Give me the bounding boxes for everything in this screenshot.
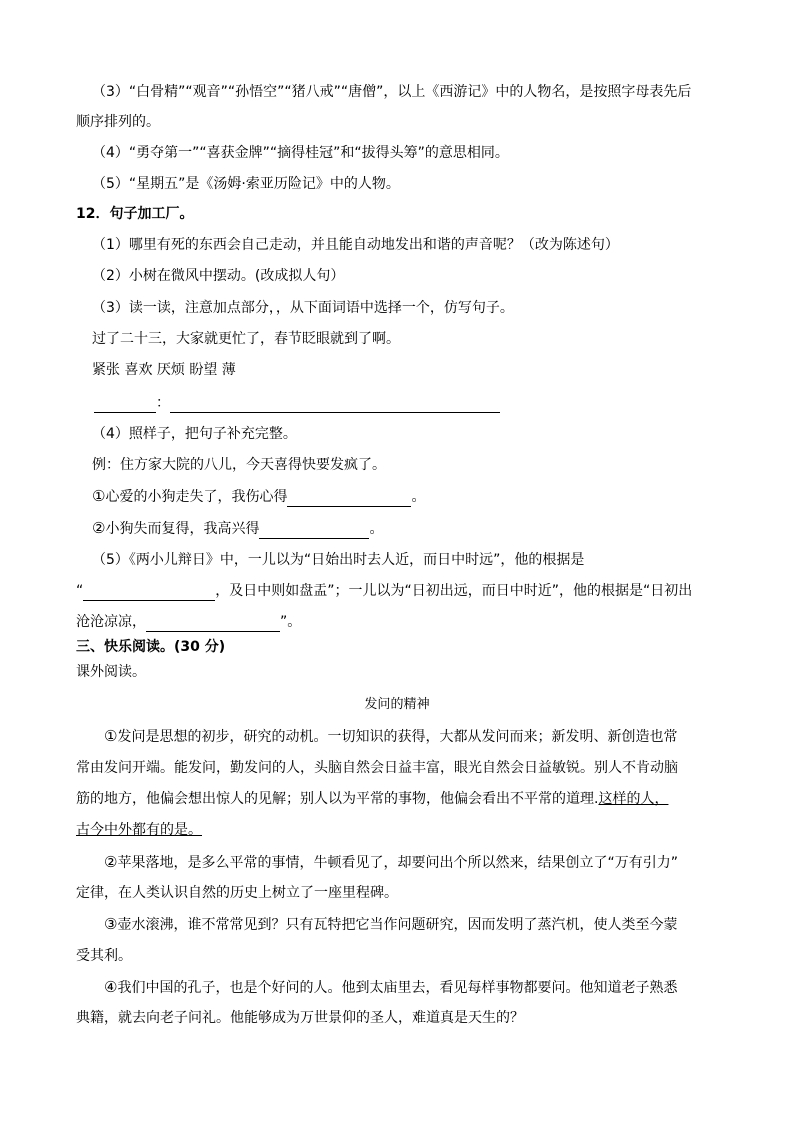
answer-blank-b[interactable] — [259, 522, 369, 539]
underlined-sentence-end: 古今中外都有的是。 — [76, 822, 202, 838]
item-3-line-2: 顺序排列的。 — [76, 114, 160, 130]
circled-number-1: ① — [104, 727, 118, 745]
q12-sub-3-word-list: 紧张 喜欢 厌烦 盼望 薄 — [92, 362, 236, 378]
p4-text: 我们中国的孔子，也是个好问的人。他到太庙里去，看见每样事物都要问。他知道老子熟悉 — [117, 980, 678, 996]
q12-sub-3-answer-row — [94, 393, 500, 413]
answer-blank-word[interactable] — [94, 396, 156, 413]
p3-text: 壶水滚沸，谁不常常见到？只有瓦特把它当作问题研究，因而发明了蒸汽机，使人类至今蒙 — [117, 917, 678, 933]
q12-sub-5-line-1: （5）《两小儿辩日》中，一儿以为“日始出时去人近，而日中时远”，他的根据是 — [92, 552, 585, 568]
q12-sub-5-line-3-text: 沧沧凉凉， — [76, 614, 146, 630]
answer-blank-5b[interactable] — [146, 615, 280, 632]
q12-sub-4-item-b — [92, 518, 383, 538]
q12-sub-5-line-2-text: ，及日中则如盘盂”；一儿以为“日初出远，而日中时近”，他的根据是“日初出 — [215, 583, 693, 599]
p2-text: 苹果落地，是多么平常的事情，牛顿看见了，却要问出个所以然来，结果创立了“万有引力” — [117, 855, 678, 871]
q12-sub-4-example: 例：住方家大院的八儿，今天喜得快要发疯了。 — [92, 457, 386, 473]
q12-sub-5-line-2 — [76, 581, 692, 601]
circled-number-1: ① — [92, 487, 106, 505]
colon: ： — [156, 395, 170, 411]
item-b-text: 小狗失而复得，我高兴得 — [105, 521, 260, 537]
circled-number-2: ② — [104, 853, 118, 871]
question-12-title: 12．句子加工厂。 — [76, 206, 194, 222]
close-quote: ”。 — [280, 614, 302, 630]
item-4: （4）“勇夺第一”“喜获金牌”“摘得桂冠”和“拔得头筹”的意思相同。 — [92, 145, 509, 161]
q12-sub-3-example: 过了二十三，大家就更忙了，春节眨眼就到了啊。 — [92, 331, 400, 347]
underlined-sentence-start: 这样的人， — [598, 791, 669, 807]
paragraph-1-line-3 — [76, 789, 668, 809]
section-3-title: 三、快乐阅读。(30 分) — [76, 639, 226, 655]
q12-sub-3: （3）读一读，注意加点部分，，从下面词语中选择一个，仿写句子。 — [92, 300, 514, 316]
answer-blank-5a[interactable] — [83, 584, 215, 601]
paragraph-3-line-1 — [104, 914, 677, 934]
circled-number-2: ② — [92, 519, 106, 537]
paragraph-4-line-2: 典籍，就去向老子问礼。他能够成为万世景仰的圣人，难道真是天生的？ — [76, 1010, 524, 1026]
p1-text: 发问是思想的初步，研究的动机。一切知识的获得，大都从发问而来；新发明、新创造也常 — [117, 729, 678, 745]
answer-blank-a[interactable] — [287, 490, 411, 507]
q12-sub-5-line-3 — [76, 612, 301, 632]
q12-sub-2: （2）小树在微风中摆动。(改成拟人句） — [92, 268, 345, 284]
paragraph-4-line-1 — [104, 977, 677, 997]
paragraph-3-line-2: 受其利。 — [76, 948, 132, 964]
q12-sub-4-item-a — [92, 486, 425, 506]
q12-sub-1: （1）哪里有死的东西会自己走动，并且能自动地发出和谐的声音呢？（改为陈述句） — [92, 237, 619, 253]
answer-blank-sentence[interactable] — [170, 396, 500, 413]
circled-number-3: ③ — [104, 915, 118, 933]
section-3-subtitle: 课外阅读。 — [76, 664, 146, 680]
item-b-end: 。 — [369, 521, 384, 537]
open-quote: “ — [76, 583, 84, 599]
circled-number-4: ④ — [104, 978, 118, 996]
paragraph-2-line-1 — [104, 852, 678, 872]
p1-line3-text: 筋的地方，他偏会想出惊人的见解；别人以为平常的事物，他偏会看出不平常的道理. — [76, 791, 599, 807]
paragraph-1-line-2: 常由发问开端。能发问，勤发问的人，头脑自然会日益丰富，眼光自然会日益敏锐。别人不肯动脑 — [76, 760, 678, 776]
article-title: 发问的精神 — [364, 697, 430, 712]
paragraph-2-line-2: 定律，在人类认识自然的历史上树立了一座里程碑。 — [76, 885, 398, 901]
paragraph-1-line-1 — [104, 726, 677, 746]
item-3-line-1: （3）“白骨精”“观音”“孙悟空”“猪八戒”“唐僧”，以上《西游记》中的人物名，是按照字母表先后 — [92, 84, 692, 100]
item-a-end: 。 — [411, 489, 426, 505]
item-a-text: 心爱的小狗走失了，我伤心得 — [105, 489, 288, 505]
item-5: （5）“星期五”是《汤姆·索亚历险记》中的人物。 — [92, 176, 400, 192]
q12-sub-4: （4）照样子，把句子补充完整。 — [92, 426, 297, 442]
